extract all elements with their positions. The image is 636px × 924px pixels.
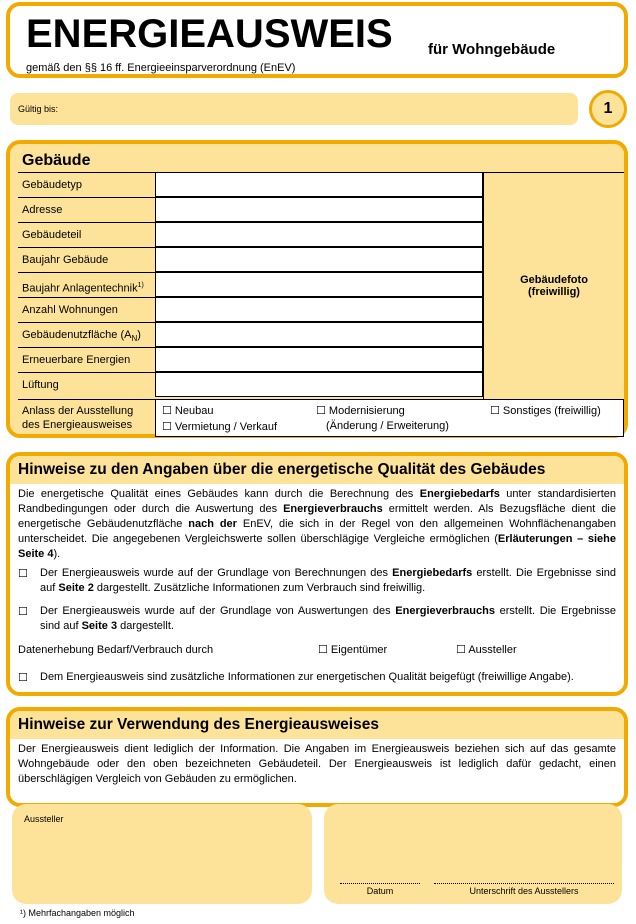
system-year-input[interactable] — [155, 272, 483, 297]
bold-text: Energiebedarfs — [392, 567, 473, 579]
issuer-field[interactable] — [12, 804, 312, 904]
footnote-marker: 1) — [137, 282, 144, 289]
bold-text: Seite 2 — [58, 582, 94, 594]
row-label-renewable-energy: Erneuerbare Energien — [18, 347, 155, 372]
usage-title: Hinweise zur Verwendung des Energieausweises — [18, 716, 379, 733]
usage-paragraph: Der Energieausweis dient lediglich der Information. Die Angaben im Energieausweis beziehen sich auf das gesamte Wohngebäude oder den oben bezeichneten Gebäudeteil. Der Energieausweis ist lediglich dafür gedacht, einen überschlägigen Vergleich von Gebäuden zu ermöglichen. — [18, 743, 616, 785]
apartments-input[interactable] — [155, 297, 483, 322]
usage-section — [6, 707, 628, 807]
option-other[interactable]: ☐ Sonstiges (freiwillig) — [490, 405, 601, 417]
text: ermittelt werden. Als Bezugsfläche dient die energetische Gebäudenutzfläche — [18, 503, 616, 530]
option-modernization-note: (Änderung / Erweiterung) — [326, 420, 449, 432]
bold-text: Erläuterungen – siehe Seite 4 — [18, 533, 616, 560]
notes-title-bar — [10, 456, 624, 484]
row-label-usable-area-tail: ) — [137, 329, 141, 341]
issuer-label: Aussteller — [24, 814, 64, 824]
bold-text: Energiebedarfs — [419, 488, 500, 500]
ventilation-input[interactable] — [155, 372, 483, 397]
usable-area-input[interactable] — [155, 322, 483, 347]
row-label-usable-area — [18, 322, 155, 347]
data-collection-label: Datenerhebung Bedarf/Verbrauch durch — [18, 644, 214, 656]
building-photo-area[interactable] — [483, 172, 624, 399]
text: Der Energieausweis wurde auf der Grundlage von Auswertungen des — [40, 605, 396, 617]
text: unter standardisierten Randbedingungen oder durch die Auswertung des — [18, 488, 616, 515]
text: dargestellt. — [117, 620, 174, 632]
regulation-reference: gemäß den §§ 16 ff. Energieeinsparverordnung (EnEV) — [26, 62, 296, 74]
row-label-system-year — [18, 272, 155, 297]
option-rent-sale-label: Vermietung / Verkauf — [174, 421, 278, 433]
text: ). — [53, 548, 61, 560]
photo-label-optional: (freiwillig) — [528, 286, 580, 298]
bold-text: Seite 3 — [81, 620, 118, 632]
consumption-checkbox[interactable]: ☐ — [18, 606, 28, 618]
consumption-paragraph — [40, 604, 616, 634]
notes-section — [6, 452, 628, 696]
notes-intro-paragraph — [18, 487, 616, 562]
photo-label — [520, 274, 588, 298]
option-modernization-label: Modernisierung — [328, 405, 405, 417]
option-modernization[interactable]: ☐ Modernisierung — [316, 405, 405, 417]
option-new-building-label: Neubau — [174, 405, 214, 417]
text: erstellt. Die Ergebnisse sind auf — [40, 605, 616, 632]
valid-until-label: Gültig bis: — [18, 104, 59, 114]
construction-year-input[interactable] — [155, 247, 483, 272]
issue-reason-line-1: Anlass der Ausstellung — [22, 405, 134, 417]
address-input[interactable] — [155, 197, 483, 222]
row-label-building-type: Gebäudetyp — [18, 172, 155, 197]
row-label-system-year-text: Baujahr Anlagentechnik — [22, 282, 138, 295]
option-issuer[interactable]: ☐ Aussteller — [456, 644, 517, 656]
document-title: ENERGIEAUSWEIS — [26, 12, 393, 56]
valid-until-field[interactable] — [10, 93, 578, 125]
row-label-ventilation: Lüftung — [18, 372, 155, 397]
bold-text: Energieverbrauchs — [283, 503, 383, 515]
building-type-input[interactable] — [155, 172, 483, 197]
bold-text: nach der — [188, 518, 237, 530]
usage-title-bar — [10, 711, 624, 739]
text: Der Energieausweis wurde auf der Grundlage von Berechnungen des — [40, 567, 393, 579]
subscript-n: N — [131, 334, 138, 344]
bold-text: Energieverbrauchs — [395, 605, 495, 617]
notes-title: Hinweise zu den Angaben über die energetische Qualität des Gebäudes — [18, 461, 546, 478]
signature-field[interactable]: Unterschrift des Ausstellers — [434, 883, 614, 896]
row-label-usable-area-text: Gebäudenutzfläche (A — [22, 329, 132, 341]
building-section — [6, 140, 628, 438]
text: erstellt. Die Ergebnisse sind auf — [40, 567, 616, 594]
option-owner-label: Eigentümer — [330, 644, 388, 656]
option-new-building[interactable]: ☐ Neubau — [162, 405, 214, 417]
building-section-title: Gebäude — [22, 152, 91, 169]
signature-area — [324, 804, 622, 904]
demand-paragraph — [40, 566, 616, 596]
issue-reason-options — [155, 399, 624, 437]
issue-reason-line-2: des Energieausweises — [22, 419, 133, 431]
demand-checkbox[interactable]: ☐ — [18, 568, 28, 580]
date-field[interactable]: Datum — [340, 883, 420, 896]
additional-info-text: Dem Energieausweis sind zusätzliche Informationen zur energetischen Qualität beigefügt (freiwillige Angabe). — [40, 671, 574, 683]
page-number-badge: 1 — [589, 90, 627, 128]
text: dargestellt. Zusätzliche Informationen zum Verbrauch sind freiwillig. — [93, 582, 426, 594]
option-rent-sale[interactable]: ☐ Vermietung / Verkauf — [162, 421, 278, 433]
additional-info-checkbox[interactable]: ☐ — [18, 672, 28, 684]
row-label-address: Adresse — [18, 197, 155, 222]
document-subtitle: für Wohngebäude — [428, 41, 556, 58]
row-label-building-part: Gebäudeteil — [18, 222, 155, 247]
option-issuer-label: Aussteller — [468, 644, 517, 656]
issue-reason-label — [18, 399, 155, 437]
row-label-construction-year: Baujahr Gebäude — [18, 247, 155, 272]
text: EnEV, die sich in der Regel von den allgemeinen Wohnflächenangaben unterscheidet. Die angegebenen Vergleichswerte sollen überschlägige Vergleiche ermöglichen ( — [18, 518, 616, 545]
renewable-energy-input[interactable] — [155, 347, 483, 372]
footnote: ¹) Mehrfachangaben möglich — [20, 908, 135, 918]
photo-label-title: Gebäudefoto — [520, 274, 588, 286]
option-owner[interactable]: ☐ Eigentümer — [318, 644, 388, 656]
building-part-input[interactable] — [155, 222, 483, 247]
document-header — [6, 2, 628, 78]
text: Die energetische Qualität eines Gebäudes kann durch die Berechnung des — [18, 488, 420, 500]
row-label-apartments: Anzahl Wohnungen — [18, 297, 155, 322]
option-other-label: Sonstiges (freiwillig) — [502, 405, 601, 417]
